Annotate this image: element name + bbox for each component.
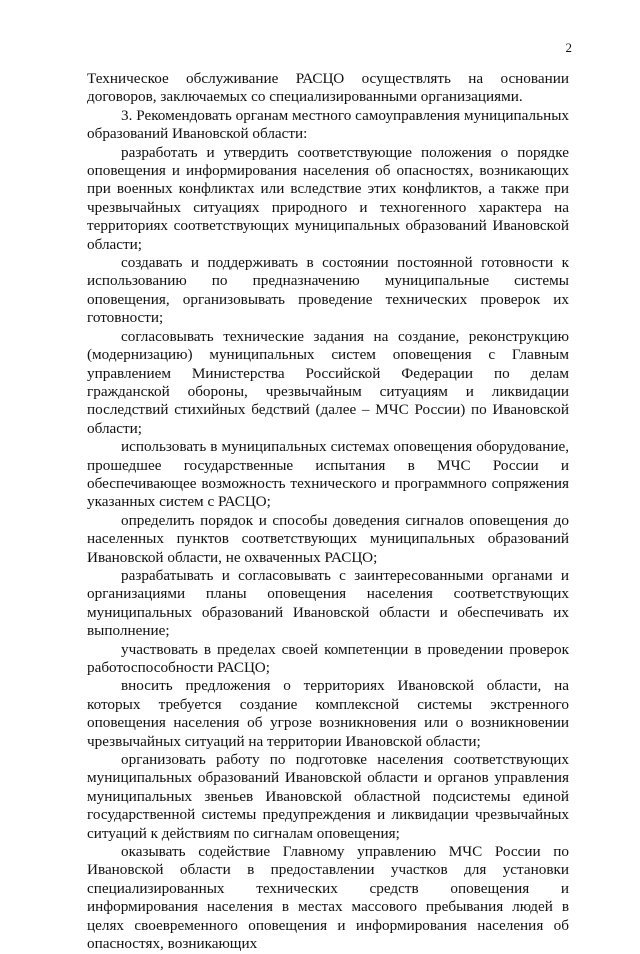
paragraph-alert-plans: разрабатывать и согласовывать с заинтересованными органами и организациями планы оповещения населения соответствующих муниципальных образований Ивановской области и обеспечивать их выполнение; [87,566,569,640]
paragraph-develop-regulations: разработать и утвердить соответствующие положения о порядке оповещения и информирования населения об опасностях, возникающих при военных конфликтах или вследствие этих конфликтов, а также при чрезвычайных ситуациях природного и техногенного характера на территориях соответствующих муниципальных образований Ивановской области; [87,143,569,253]
page-number: 2 [565,40,572,55]
paragraph-participate-checks: участвовать в пределах своей компетенции в проведении проверок работоспособности РАСЦО; [87,640,569,676]
paragraph-approve-technical-tasks: согласовывать технические задания на создание, реконструкцию (модернизацию) муниципальных систем оповещения с Главным управлением Министерства Российской Федерации по делам гражданской обороны, чрезвычайным ситуациям и ликвидации последствий стихийных бедствий (далее – МЧС России) по Ивановской области; [87,327,569,437]
document-body [87,70,569,954]
paragraph-maintain-readiness: создавать и поддерживать в состоянии постоянной готовности к использованию по предназначению муниципальные системы оповещения, организовывать проведение технических проверок их готовности; [87,254,569,327]
paragraph-item-3-heading: 3. Рекомендовать органам местного самоуправления муниципальных образований Ивановской области: [87,106,569,143]
paragraph-maintenance: Техническое обслуживание РАСЦО осуществлять на основании договоров, заключаемых со специализированными организациями. [87,70,569,106]
paragraph-assist-ministry: оказывать содействие Главному управлению МЧС России по Ивановской области в предоставлении участков для установки специализированных технических средств оповещения и информирования населения в местах массового пребывания людей в целях своевременного оповещения и информирования населения об опасностях, возникающих [87,843,569,953]
paragraph-use-equipment: использовать в муниципальных системах оповещения оборудование, прошедшее государственные испытания в МЧС России и обеспечивающее возможность технического и программного сопряжения указанных систем с РАСЦО; [87,438,569,511]
paragraph-submit-proposals: вносить предложения о территориях Ивановской области, на которых требуется создание комплексной системы экстренного оповещения населения об угрозе возникновения или о возникновении чрезвычайных ситуаций на территории Ивановской области; [87,677,569,750]
paragraph-organize-training: организовать работу по подготовке населения соответствующих муниципальных образований Ивановской области и органов управления муниципальных звеньев Ивановской областной подсистемы единой государственной системы предупреждения и ликвидации чрезвычайных ситуаций к действиям по сигналам оповещения; [87,751,569,842]
paragraph-define-signal-delivery: определить порядок и способы доведения сигналов оповещения до населенных пунктов соответствующих муниципальных образований Ивановской области, не охваченных РАСЦО; [87,511,569,566]
